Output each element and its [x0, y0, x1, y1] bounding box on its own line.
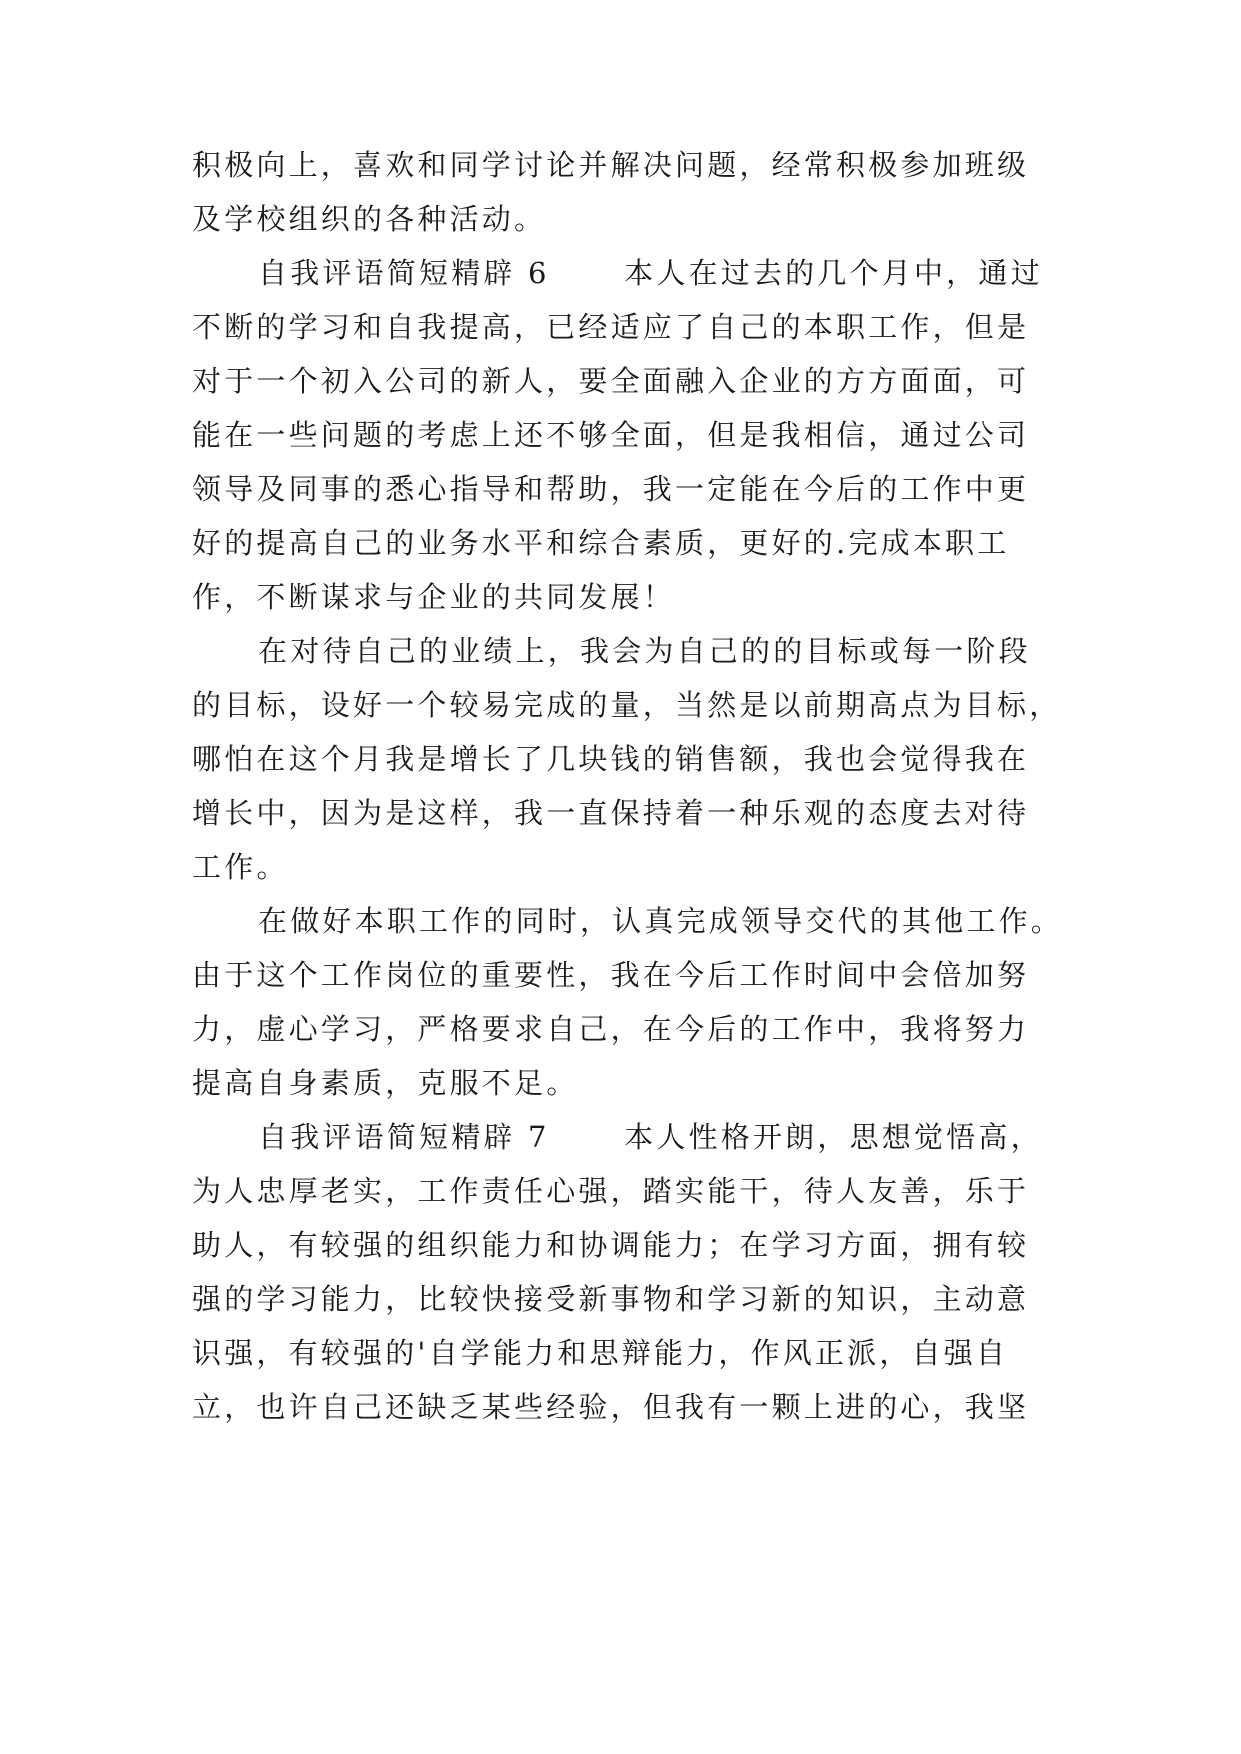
text-line: 在对待自己的业绩上，我会为自己的的目标或每一阶段: [258, 634, 1031, 668]
text-line: 领导及同事的悉心指导和帮助，我一定能在今后的工作中更: [192, 472, 1030, 506]
text-line: 的目标，设好一个较易完成的量，当然是以前期高点为目标，: [192, 688, 1062, 722]
text-line: 好的提高自己的业务水平和综合素质，更好的.完成本职工: [192, 526, 1010, 560]
text-line: 能在一些问题的考虑上还不够全面，但是我相信，通过公司: [192, 418, 1030, 452]
text-line: 作，不断谋求与企业的共同发展！: [192, 580, 676, 614]
text-line: 不断的学习和自我提高，已经适应了自己的本职工作，但是: [192, 310, 1030, 344]
text-line: 及学校组织的各种活动。: [192, 202, 547, 236]
section-heading-line: 自我评语简短精辟 6 本人在过去的几个月中，通过: [258, 256, 1043, 290]
text-line: 助人，有较强的组织能力和协调能力；在学习方面，拥有较: [192, 1228, 1030, 1262]
text-line: 提高自身素质，克服不足。: [192, 1066, 579, 1100]
text-line: 在做好本职工作的同时，认真完成领导交代的其他工作。: [258, 904, 1064, 938]
section-heading-line: 自我评语简短精辟 7 本人性格开朗，思想觉悟高，: [258, 1120, 1043, 1154]
text-line: 积极向上，喜欢和同学讨论并解决问题，经常积极参加班级: [192, 148, 1030, 182]
text-line: 力，虚心学习，严格要求自己，在今后的工作中，我将努力: [192, 1012, 1030, 1046]
text-line: 强的学习能力，比较快接受新事物和学习新的知识，主动意: [192, 1282, 1030, 1316]
text-line: 工作。: [192, 850, 289, 884]
text-line: 对于一个初入公司的新人，要全面融入企业的方方面面，可: [192, 364, 1030, 398]
text-line: 立，也许自己还缺乏某些经验，但我有一颗上进的心，我坚: [192, 1390, 1030, 1424]
text-line: 由于这个工作岗位的重要性，我在今后工作时间中会倍加努: [192, 958, 1030, 992]
text-line: 哪怕在这个月我是增长了几块钱的销售额，我也会觉得我在: [192, 742, 1030, 776]
text-line: 识强，有较强的'自学能力和思辩能力，作风正派，自强自: [192, 1336, 1009, 1370]
text-line: 增长中，因为是这样，我一直保持着一种乐观的态度去对待: [192, 796, 1030, 830]
text-line: 为人忠厚老实，工作责任心强，踏实能干，待人友善，乐于: [192, 1174, 1030, 1208]
